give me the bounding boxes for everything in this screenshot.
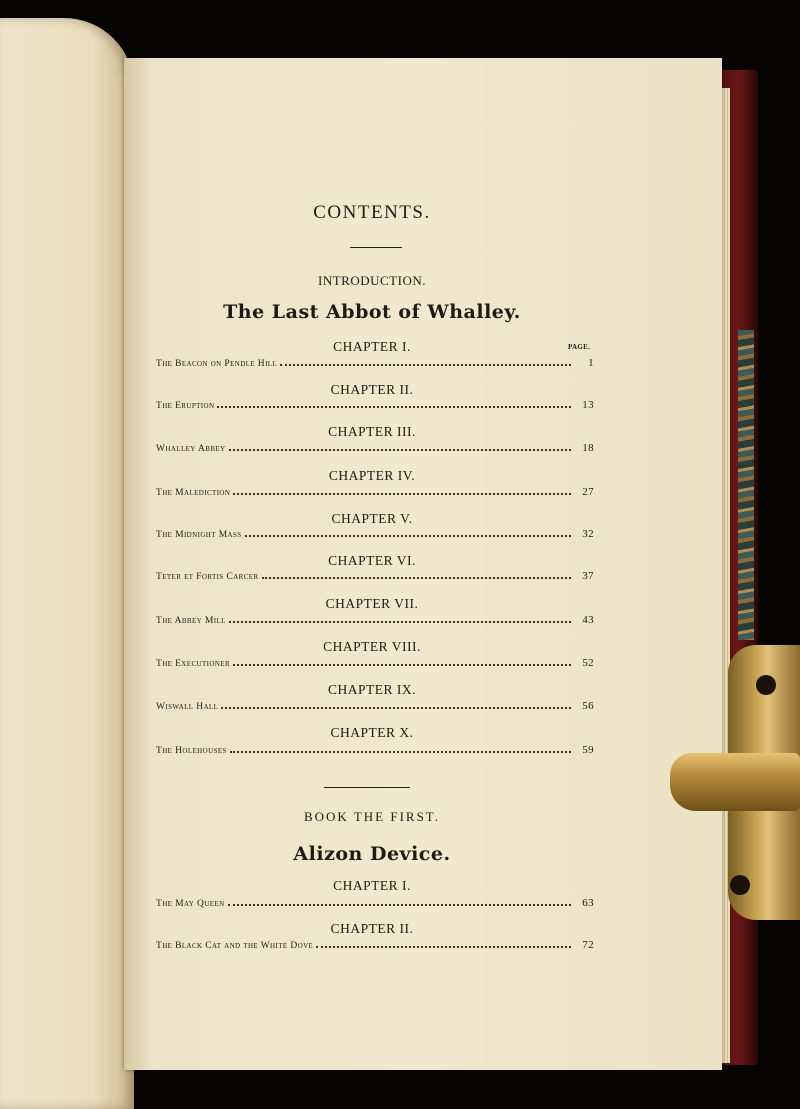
leader-dots [245,534,571,537]
toc-row [156,399,594,411]
chapter-heading: CHAPTER VIII. [323,639,421,654]
chapter-heading: CHAPTER II. [330,921,414,936]
toc-page: 63 [582,897,594,909]
toc-row [156,357,594,369]
intro-subtitle: The Last Abbot of Whalley. [223,301,521,323]
toc-title: The Eruption [156,401,215,411]
toc-title: The Holehouses [156,746,227,756]
clasp-hole [730,875,750,895]
toc-page: 43 [582,614,594,626]
toc-page: 56 [582,700,594,712]
toc-title: The Abbey Mill [156,616,226,626]
toc-page: 72 [582,939,594,951]
leader-dots [228,903,571,906]
toc-page: 32 [582,528,594,540]
chapter-heading: CHAPTER VII. [325,596,419,611]
clasp-bar [670,753,800,811]
toc-title: The Beacon on Pendle Hill [156,359,278,369]
left-page-curl [0,18,134,1109]
leader-dots [233,663,571,666]
leader-dots [229,620,571,623]
toc-title: Whalley Abbey [156,444,226,454]
toc-row [156,442,594,454]
page-title: CONTENTS. [313,202,431,223]
toc-page: 59 [582,744,594,756]
chapter-heading: CHAPTER I. [333,339,411,354]
chapter-heading: CHAPTER IV. [328,468,416,483]
intro-heading: INTRODUCTION. [318,273,426,288]
toc-row [156,614,594,626]
chapter-heading: CHAPTER X. [330,725,414,740]
toc-title: The Executioner [156,659,231,669]
leader-dots [280,363,571,366]
toc-title: The May Queen [156,899,225,909]
toc-title: Teter et Fortis Carcer [156,572,259,582]
toc-row [156,570,594,582]
toc-page: 52 [582,657,594,669]
toc-page: 1 [588,357,594,369]
toc-page: 13 [582,399,594,411]
toc-page: 27 [582,486,594,498]
leader-dots [217,405,571,408]
toc-row [156,939,594,951]
toc-row [156,528,594,540]
chapter-heading: CHAPTER I. [333,878,411,893]
leader-dots [221,706,571,709]
chapter-heading: CHAPTER II. [330,382,414,397]
toc-title: The Black Cat and the White Dove [156,941,314,951]
section-rule [324,787,410,788]
page-column-label: PAGE. [568,343,591,351]
clasp-hole [756,675,776,695]
title-rule [350,247,402,248]
leader-dots [230,750,571,753]
toc-page: 18 [582,442,594,454]
toc-row [156,744,594,756]
book-first-subtitle: Alizon Device. [293,843,451,865]
toc-row [156,486,594,498]
book-first-heading: BOOK THE FIRST. [303,809,441,824]
chapter-heading: CHAPTER III. [328,424,416,439]
chapter-heading: CHAPTER VI. [328,553,416,568]
chapter-heading: CHAPTER IX. [327,682,416,697]
toc-row [156,700,594,712]
chapter-heading: CHAPTER V. [331,511,413,526]
brass-clasp [668,645,800,925]
toc-row [156,897,594,909]
toc-title: Wiswall Hall [156,702,219,712]
leader-dots [316,945,571,948]
marbled-endpaper [738,330,754,640]
toc-page: 37 [582,570,594,582]
leader-dots [233,492,571,495]
toc-title: The Malediction [156,488,231,498]
toc-row [156,657,594,669]
contents-text [124,58,722,1070]
leader-dots [229,448,571,451]
leader-dots [262,576,571,579]
toc-title: The Midnight Mass [156,530,242,540]
